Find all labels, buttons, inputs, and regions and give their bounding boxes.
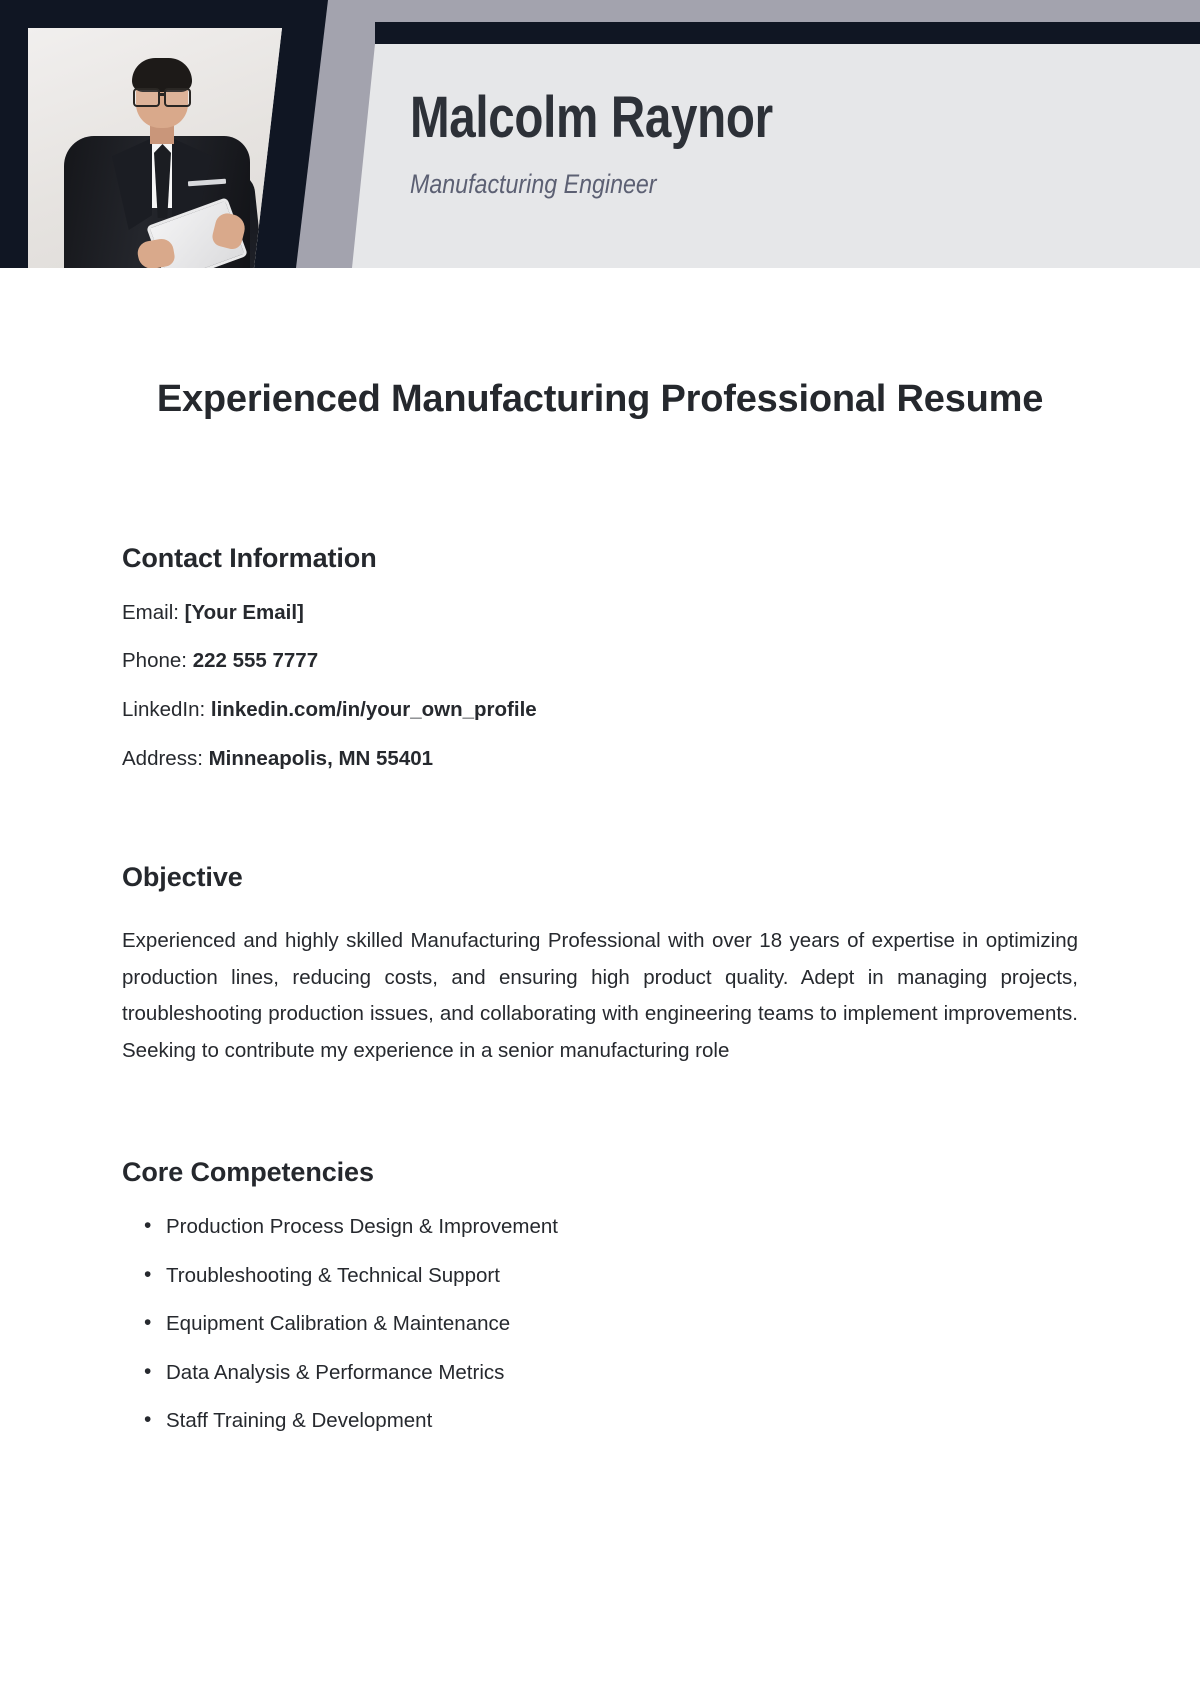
contact-value-address: Minneapolis, MN 55401 xyxy=(208,746,434,770)
contact-information-heading: Contact Information xyxy=(122,542,377,573)
contact-label-email: Email: xyxy=(122,600,179,624)
list-item: • Production Process Design & Improvement xyxy=(144,1216,1078,1239)
list-item: • Staff Training & Development xyxy=(144,1410,1078,1433)
core-competencies-section xyxy=(122,1157,1078,1433)
profile-photo xyxy=(28,28,282,268)
person-job-title: Manufacturing Engineer xyxy=(410,168,657,199)
profile-photo-image xyxy=(28,28,282,268)
glasses-bridge xyxy=(158,93,166,96)
core-competencies-list xyxy=(122,1216,1078,1433)
list-item: • Troubleshooting & Technical Support xyxy=(144,1265,1078,1288)
objective-section xyxy=(122,862,1078,1069)
page-title: Experienced Manufacturing Professional Resume xyxy=(156,378,1044,420)
list-item: • Data Analysis & Performance Metrics xyxy=(144,1362,1078,1385)
resume-body xyxy=(0,268,1200,1459)
contact-label-phone: Phone: xyxy=(122,649,187,673)
contact-information-section xyxy=(122,543,1078,770)
list-item: • Equipment Calibration & Maintenance xyxy=(144,1313,1078,1336)
contact-value-email: [Your Email] xyxy=(184,600,304,624)
glasses-icon xyxy=(132,88,192,103)
contact-row-phone xyxy=(122,650,1078,673)
resume-header xyxy=(0,0,1200,268)
contact-label-address: Address: xyxy=(122,746,203,770)
contact-label-linkedin: LinkedIn: xyxy=(122,697,206,721)
header-dark-accent-bar xyxy=(375,22,1200,44)
person-name: Malcolm Raynor xyxy=(410,85,773,150)
contact-row-email xyxy=(122,602,1078,625)
contact-row-address xyxy=(122,748,1078,771)
objective-heading: Objective xyxy=(122,862,243,893)
contact-row-linkedin xyxy=(122,699,1078,722)
objective-paragraph: Experienced and highly skilled Manufacturing Professional with over 18 years of expertise in optimizing production lines, reducing costs, and ensuring high product quality. Adept in managing projects, troubleshooting production issues, and collaborating with engineering teams to implement improvements. Seeking to contribute my experience in a senior manufacturing role xyxy=(122,929,1078,1062)
contact-list xyxy=(122,602,1078,770)
photo-hair xyxy=(132,58,192,92)
core-competencies-heading: Core Competencies xyxy=(122,1157,374,1188)
contact-value-linkedin: linkedin.com/in/your_own_profile xyxy=(210,697,537,721)
header-text-block xyxy=(410,85,1110,200)
contact-value-phone: 222 555 7777 xyxy=(192,649,319,673)
